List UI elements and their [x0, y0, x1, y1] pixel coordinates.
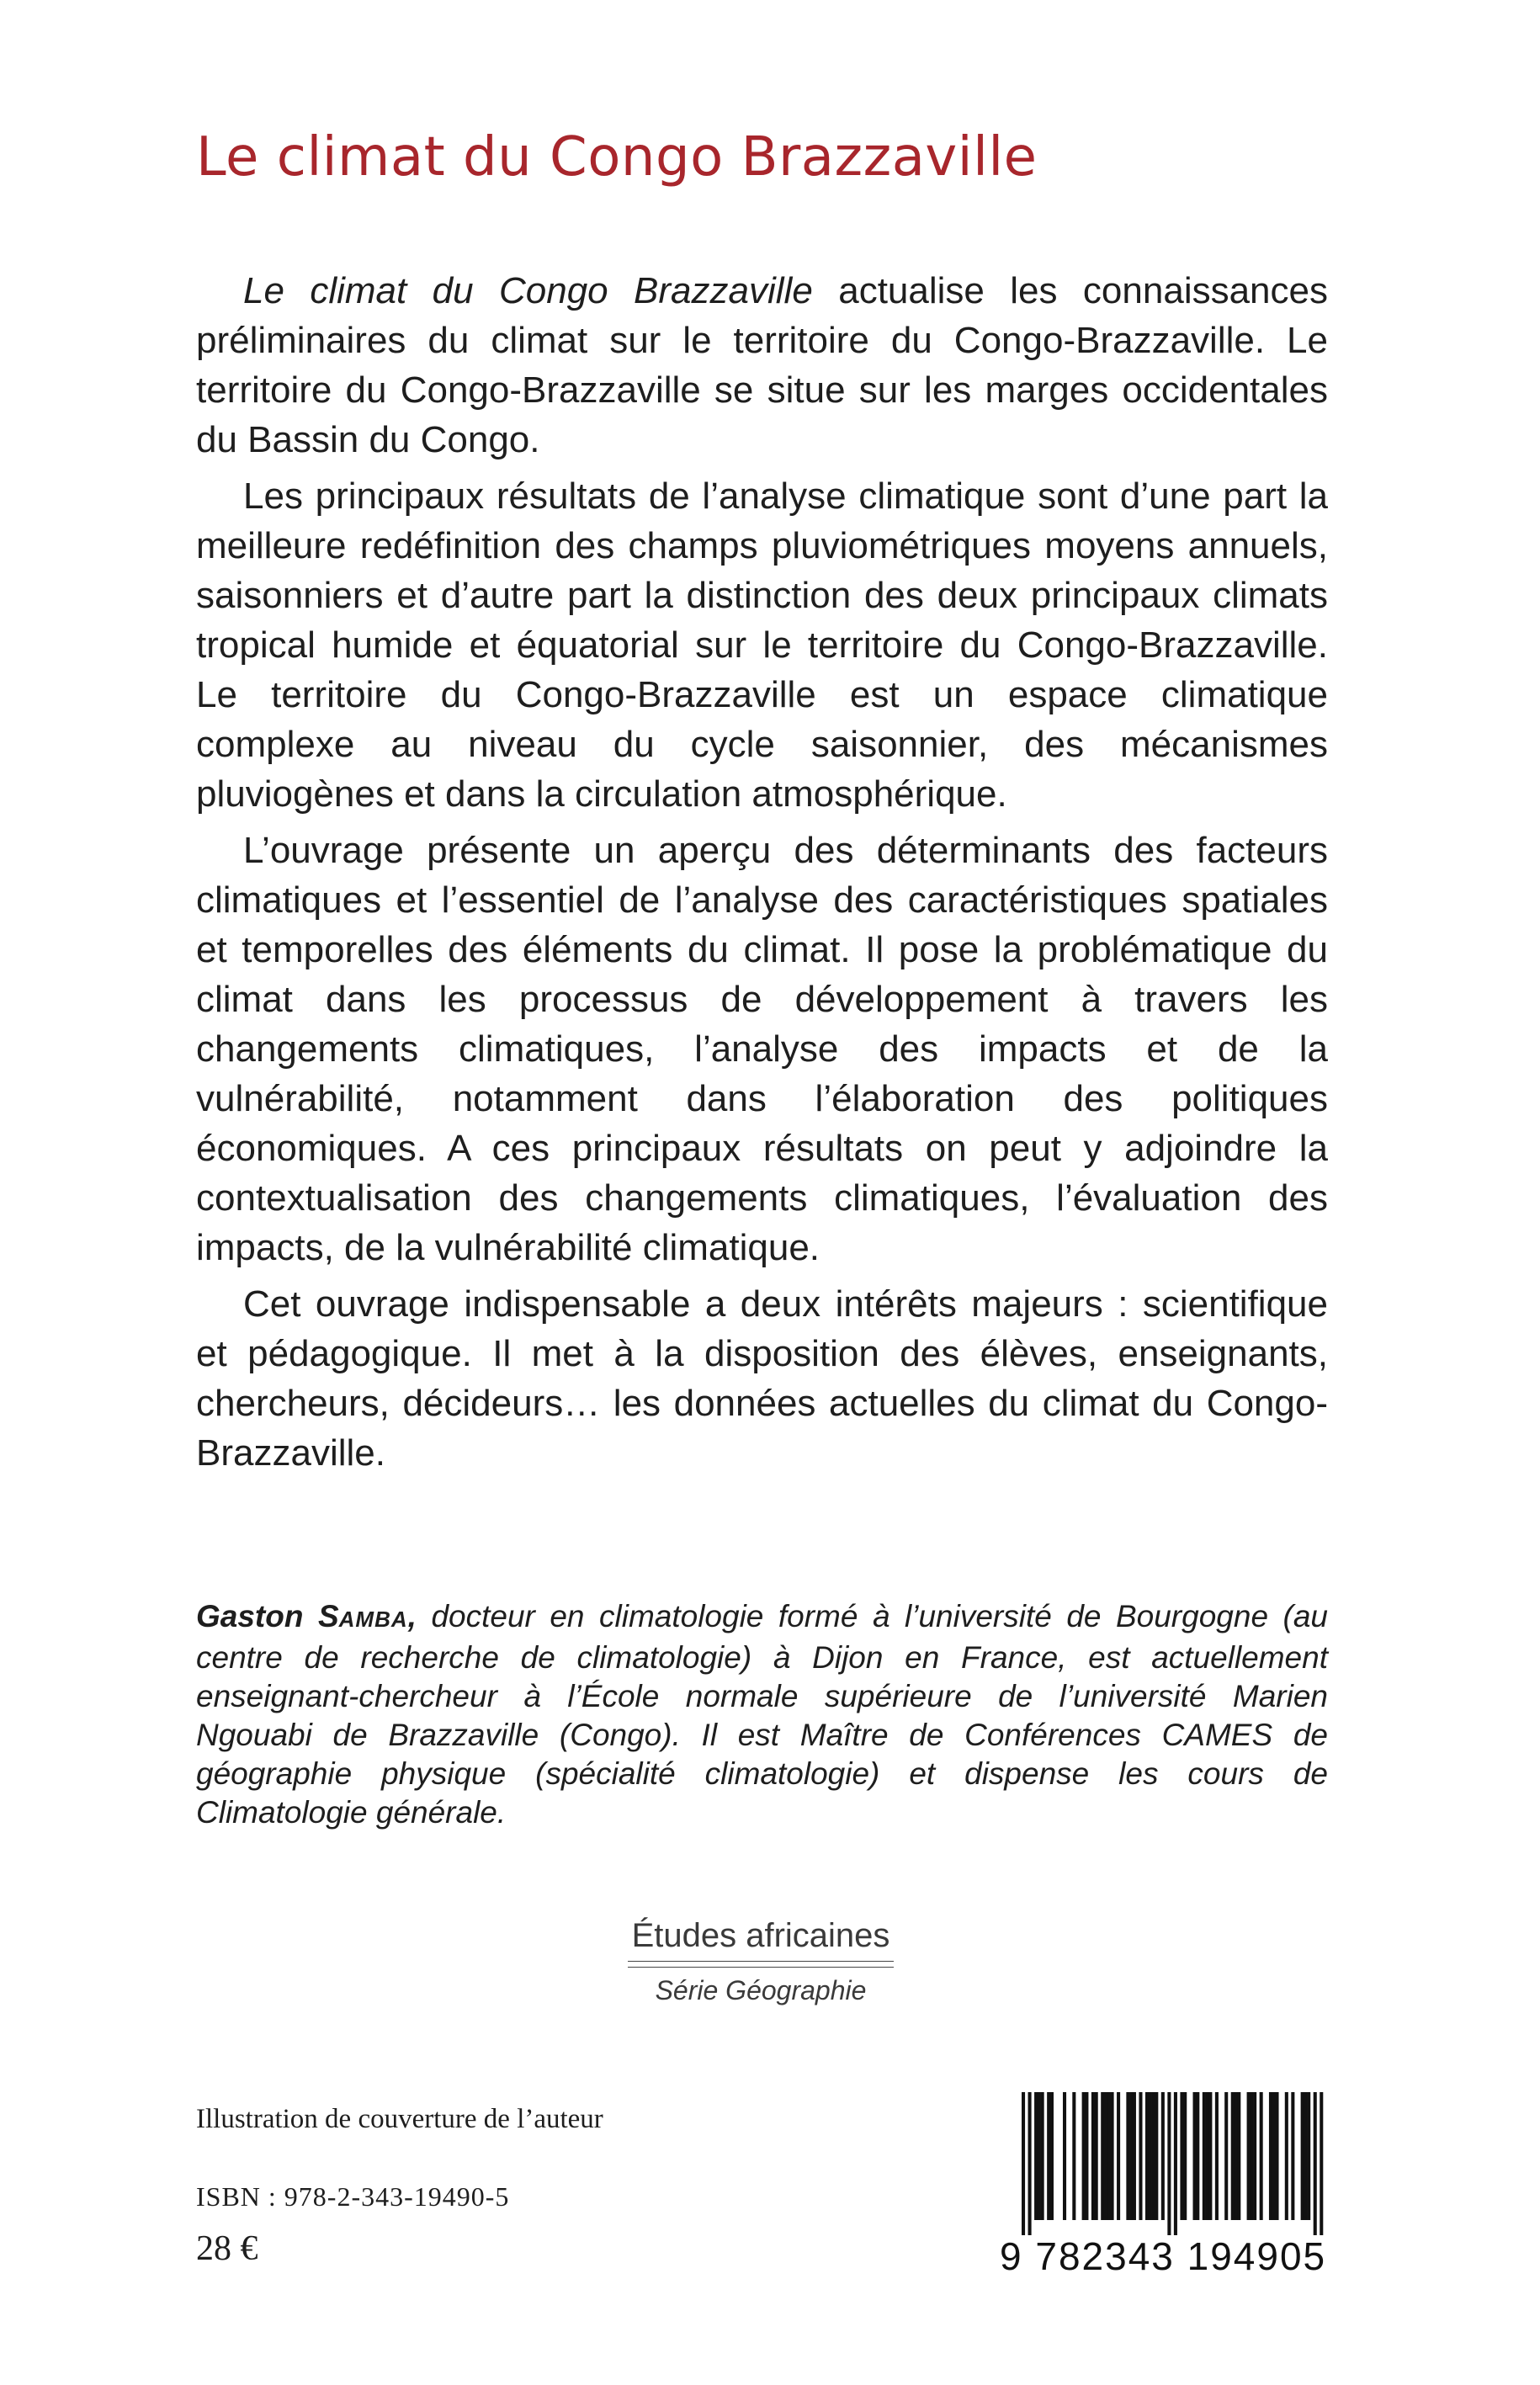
- barcode-bar: [1234, 2092, 1237, 2220]
- barcode-bar: [1203, 2092, 1206, 2220]
- barcode-bar: [1038, 2092, 1041, 2220]
- barcode-bar: [1196, 2092, 1199, 2220]
- barcode-bar: [1291, 2092, 1294, 2220]
- barcode-bar: [1028, 2092, 1032, 2235]
- barcode-bar: [1091, 2092, 1095, 2220]
- author-last-name-rest: AMBA: [338, 1607, 408, 1632]
- barcode-bar: [1104, 2092, 1107, 2220]
- barcode-bar: [1022, 2092, 1025, 2235]
- collection-logo: [628, 1912, 894, 2013]
- barcode-bar: [1285, 2092, 1288, 2220]
- barcode: [1000, 2092, 1328, 2281]
- barcode-bar: [1063, 2092, 1066, 2220]
- barcode-bar: [1072, 2092, 1075, 2220]
- author-bio: [196, 1597, 1328, 1832]
- book-summary: [196, 266, 1328, 1485]
- barcode-bar: [1180, 2092, 1183, 2220]
- barcode-bar: [1301, 2092, 1304, 2220]
- barcode-bar: [1183, 2092, 1187, 2220]
- barcode-bar: [1174, 2092, 1177, 2235]
- barcode-bar: [1149, 2092, 1152, 2220]
- barcode-bar: [1111, 2092, 1114, 2220]
- barcode-bar: [1307, 2092, 1310, 2220]
- barcode-bar: [1275, 2092, 1278, 2220]
- author-name-suffix: ,: [407, 1599, 417, 1633]
- barcode-bar: [1085, 2092, 1088, 2220]
- author-first-name: Gaston: [196, 1599, 318, 1633]
- barcode-digits: 9 782343 194905: [1000, 2234, 1327, 2278]
- collection-series: Série Géographie: [655, 1975, 867, 2005]
- book-title: Le climat du Congo Brazzaville: [196, 126, 1038, 189]
- price: 28 €: [196, 2229, 258, 2268]
- barcode-bar: [1126, 2092, 1129, 2220]
- barcode-bar: [1215, 2092, 1219, 2220]
- isbn: ISBN : 978-2-343-19490-5: [196, 2181, 510, 2212]
- barcode-bar: [1117, 2092, 1120, 2220]
- barcode-bar: [1304, 2092, 1307, 2220]
- barcode-bar: [1250, 2092, 1253, 2220]
- barcode-bar: [1047, 2092, 1050, 2220]
- barcode-bar: [1237, 2092, 1240, 2220]
- barcode-bar: [1272, 2092, 1276, 2220]
- summary-paragraph-4: Cet ouvrage indispensable a deux intérêts majeurs : scientifique et pédagogique. Il met à la disposition des élèves, enseignants, chercheurs, décideurs… les données actuelles du climat du Congo-Brazzaville.: [196, 1283, 1328, 1474]
- collection-name: Études africaines: [631, 1917, 890, 1954]
- barcode-bar: [1161, 2092, 1165, 2220]
- barcode-bar: [1050, 2092, 1054, 2220]
- barcode-bar: [1253, 2092, 1256, 2220]
- barcode-bar: [1152, 2092, 1155, 2220]
- barcode-bar: [1314, 2092, 1317, 2235]
- summary-book-title: Le climat du Congo Brazzaville: [243, 270, 813, 311]
- barcode-bar: [1145, 2092, 1149, 2220]
- barcode-bar: [1034, 2092, 1038, 2220]
- barcode-bar: [1208, 2092, 1212, 2220]
- barcode-bar: [1320, 2092, 1323, 2235]
- barcode-bar: [1082, 2092, 1086, 2220]
- barcode-bar: [1107, 2092, 1111, 2220]
- barcode-bar: [1269, 2092, 1272, 2220]
- collection-divider: [628, 1961, 894, 1968]
- summary-paragraph-3: L’ouvrage présente un aperçu des déterminants des facteurs climatiques et l’essentiel de l’analyse des caractéristiques spatiales et temporelles des éléments du climat. Il pose la problématique du climat dans les processus de développement à travers les changements climatiques, l’analyse des impacts et de la vulnérabilité, notamment dans l’élaboration des politiques économiques. A ces principaux résultats on peut y adjoindre la contextualisation des changements climatiques, l’évaluation des impacts, de la vulnérabilité climatique.: [196, 830, 1328, 1268]
- summary-paragraph-1: [196, 266, 1328, 465]
- barcode-bar: [1231, 2092, 1235, 2220]
- barcode-bar: [1224, 2092, 1228, 2220]
- author-last-name-initial: S: [317, 1599, 339, 1633]
- barcode-bar: [1155, 2092, 1158, 2220]
- barcode-bar: [1167, 2092, 1171, 2235]
- barcode-bar: [1260, 2092, 1263, 2220]
- barcode-bar: [1133, 2092, 1136, 2220]
- barcode-bar: [1139, 2092, 1142, 2220]
- barcode-bar: [1095, 2092, 1098, 2220]
- barcode-bars: [1000, 2092, 1328, 2235]
- barcode-bar: [1129, 2092, 1133, 2220]
- author-name: [196, 1599, 417, 1633]
- barcode-bar: [1101, 2092, 1104, 2220]
- barcode-bar: [1206, 2092, 1209, 2220]
- summary-paragraph-2: Les principaux résultats de l’analyse climatique sont d’une part la meilleure redéfinition des champs pluviométriques moyens annuels, saisonniers et d’autre part la distinction des deux principaux climats tropical humide et équatorial sur le territoire du Congo-Brazzaville. Le territoire du Congo-Brazzaville est un espace climatique complexe au niveau du cycle saisonnier, des mécanismes pluviogènes et dans la circulation atmosphérique.: [196, 475, 1328, 815]
- barcode-bar: [1041, 2092, 1044, 2220]
- summary-paragraph-1-text: actualise les connaissances préliminaires du climat sur le territoire du Congo-Brazzaville. Le territoire du Congo-Brazzaville se situe sur les marges occidentales du Bassin du Congo.: [196, 270, 1329, 460]
- author-bio-text: docteur en climatologie formé à l’université de Bourgogne (au centre de recherche de climatologie) à Dijon en France, est actuellement enseignant-chercheur à l’École normale supérieure de l’université Marien Ngouabi de Brazzaville (Congo). Il est Maître de Conférences CAMES de géographie physique (spécialité climatologie) et dispense les cours de Climatologie générale.: [196, 1599, 1328, 1830]
- barcode-bar: [1192, 2092, 1196, 2220]
- cover-credit: Illustration de couverture de l’auteur: [196, 2104, 603, 2134]
- barcode-bar: [1247, 2092, 1251, 2220]
